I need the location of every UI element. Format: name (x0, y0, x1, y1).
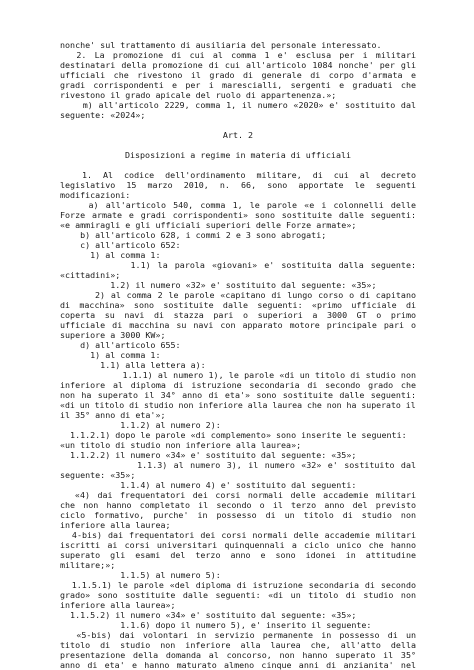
text-line: che non hanno completato il secondo o il terzo anno del previsto (60, 500, 416, 510)
text-line: presentazione della domanda al concorso, non hanno superato il 35° (60, 650, 416, 660)
blank-line (60, 160, 416, 170)
text-line: «un titolo di studio non inferiore alla laurea»; (60, 440, 302, 450)
text-line: il 35° anno di eta'»; (60, 410, 166, 420)
text-line: destinatari della promozione di cui all'articolo 1084 nonche' per gli (60, 60, 416, 70)
article-heading: Art. 2 (222, 130, 254, 140)
text-line: 1.1.5.1) le parole «del diploma di istruzione secondaria di secondo (60, 580, 416, 590)
text-line: 1.1.2.2) il numero «34» e' sostituito dal seguente: «35»; (60, 450, 357, 460)
text-line: 1.1.6) dopo il numero 5), e' inserito il seguente: (60, 620, 372, 630)
text-line: m) all'articolo 2229, comma 1, il numero «2020» e' sostituito dal (60, 100, 416, 110)
text-line: titolo di studio non inferiore alla laurea che, all'atto della (60, 640, 416, 650)
blank-line (60, 140, 416, 150)
text-line: «cittadini»; (60, 270, 121, 280)
text-line: a) all'articolo 540, comma 1, le parole «e i colonnelli delle (60, 200, 416, 210)
text-line: 1.1.2) al numero 2): (60, 420, 221, 430)
text-line: grado» sono sostituite dalle seguenti: «di un titolo di studio non (60, 590, 416, 600)
text-line: iscritti ai corsi universitari quinquennali a ciclo unico che hanno (60, 540, 416, 550)
text-line: 1.1.5.2) il numero «34» e' sostituito dal seguente: «35»; (60, 610, 357, 620)
text-line: «di un titolo di studio non inferiore alla laurea che non ha superato il (60, 400, 416, 410)
text-line: 1.1.1) al numero 1), le parole «di un titolo di studio non (60, 370, 416, 380)
text-line: 2) al comma 2 le parole «capitano di lungo corso o di capitano (60, 290, 416, 300)
article-title: Disposizioni a regime in materia di ufficiali (124, 150, 352, 160)
text-line: 4-bis) dai frequentatori dei corsi normali delle accademie militari (60, 530, 416, 540)
text-line: «5-bis) dai volontari in servizio permanente in possesso di un (60, 630, 416, 640)
text-line: «e ammiragli e gli ufficiali superiori delle Forze armate»; (60, 220, 357, 230)
text-line: c) all'articolo 652: (60, 240, 181, 250)
text-line: 1.2) il numero «32» e' sostituito dal seguente: «35»; (60, 280, 377, 290)
text-line: «4) dai frequentatori dei corsi normali delle accademie militari (60, 490, 416, 500)
blank-line (60, 120, 416, 130)
text-line: coperta su navi di stazza pari o superiori a 3000 GT o primo (60, 310, 416, 320)
text-line: 2. La promozione di cui al comma 1 e' esclusa per i militari (60, 50, 416, 60)
text-line: inferiore alla laurea»; (60, 600, 176, 610)
text-line: 1.1.4) al numero 4) e' sostituito dal seguenti: (60, 480, 357, 490)
text-line: 1.1) alla lettera a): (60, 360, 206, 370)
text-line: non ha superato il 34° anno di eta'» sono sostituite dalle seguenti: (60, 390, 416, 400)
text-line: 1.1.3) al numero 3), il numero «32» e' sostituito dal (60, 460, 416, 470)
text-line: ufficiali che rivestono il grado di generale di corpo d'armata e (60, 70, 416, 80)
text-line: militare;»; (60, 560, 116, 570)
text-line: rivestono il grado apicale del ruolo di appartenenza.»; (60, 90, 337, 100)
text-line: 1.1.2.1) dopo le parole «di complemento» sono inserite le seguenti: (60, 430, 407, 440)
text-line: legislativo 15 marzo 2010, n. 66, sono apportate le seguenti (60, 180, 416, 190)
text-line: ufficiale di macchina su navi con apparato motore principale pari o (60, 320, 416, 330)
text-line: gradi corrispondenti e per i marescialli, sergenti e graduati che (60, 80, 416, 90)
text-line: Forze armate e gradi corrispondenti» sono sostituite dalle seguenti: (60, 210, 416, 220)
text-line: modificazioni: (60, 190, 131, 200)
text-line: 1) al comma 1: (60, 350, 161, 360)
text-line: ciclo formativo, purche' in possesso di un titolo di studio non (60, 510, 416, 520)
text-line: di macchina» sono sostituite dalle seguenti: «primo ufficiale di (60, 300, 416, 310)
text-line: b) all'articolo 628, i commi 2 e 3 sono abrogati; (60, 230, 327, 240)
text-line: inferiore al diploma di istruzione secondaria di secondo grado che (60, 380, 416, 390)
text-line: 1) al comma 1: (60, 250, 161, 260)
text-line: nonche' sul trattamento di ausiliaria del personale interessato. (60, 40, 382, 50)
text-line: seguente: «2024»; (60, 110, 146, 120)
text-line: 1. Al codice dell'ordinamento militare, di cui al decreto (60, 170, 416, 180)
text-line: superiore a 3000 KW»; (60, 330, 166, 340)
text-line: 1.1.5) al numero 5): (60, 570, 221, 580)
text-line: 1.1) la parola «giovani» e' sostituita dalla seguente: (60, 260, 416, 270)
text-line: inferiore alla laurea; (60, 520, 171, 530)
text-line: d) all'articolo 655: (60, 340, 181, 350)
text-line: anno di eta' e hanno maturato almeno cinque anni di anzianita' nel (60, 660, 416, 670)
text-line: seguente: «35»; (60, 470, 136, 480)
text-line: superato gli esami del terzo anno e sono idonei in attitudine (60, 550, 416, 560)
